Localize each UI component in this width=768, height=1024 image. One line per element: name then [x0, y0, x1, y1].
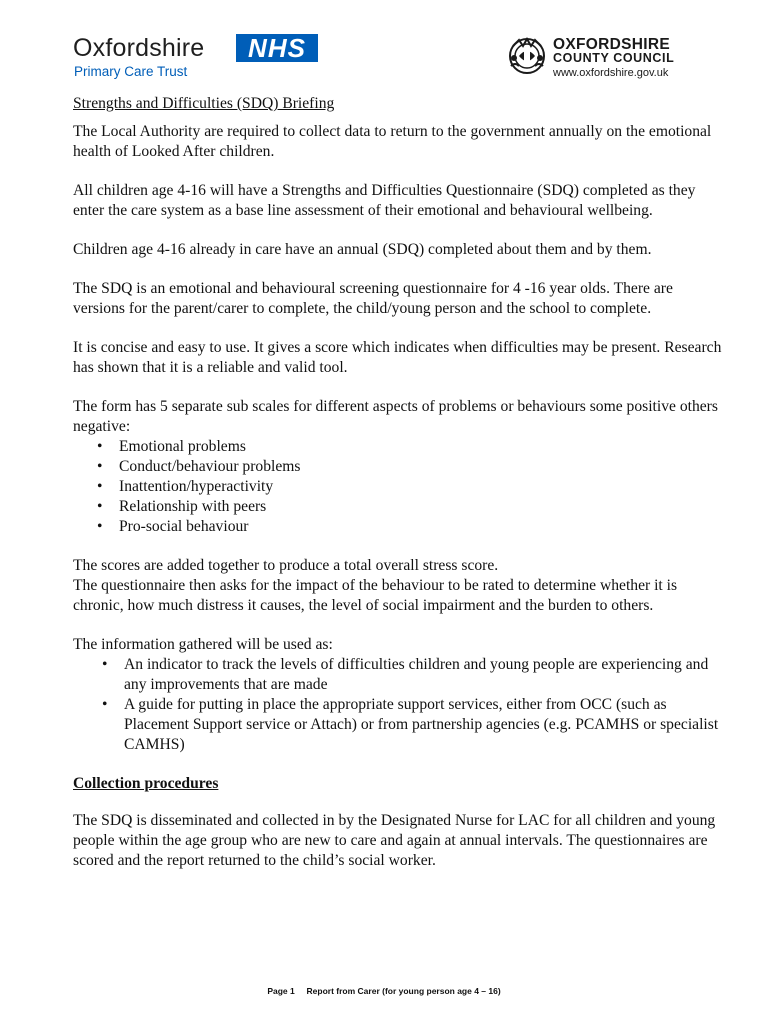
paragraph-scores: The scores are added together to produce a total overall stress score. — [73, 557, 499, 574]
page-footer — [0, 986, 768, 996]
council-name-line2: COUNTY COUNCIL — [553, 51, 675, 65]
paragraph-annual-sdq: Children age 4-16 already in care have an annual (SDQ) completed about them and by them. — [73, 241, 652, 258]
sub-scales-list — [73, 437, 723, 537]
paragraph-info-intro: The information gathered will be used as: — [73, 636, 333, 653]
info-uses-list — [73, 655, 723, 755]
list-item: • Inattention/hyperactivity — [73, 477, 723, 497]
paragraph-collection: The SDQ is disseminated and collected in by the Designated Nurse for LAC for all children and young people within the age group who are new to care and again at annual intervals. The questionnaires are scored and the report returned to the child’s social worker. — [73, 812, 716, 869]
footer-page-number: Page 1 — [267, 986, 295, 996]
paragraph-data-collection: The Local Authority are required to collect data to return to the government annually on the emotional health of Looked After children. — [73, 123, 712, 160]
paragraph-concise: It is concise and easy to use. It gives a score which indicates when difficulties may be present. Research has shown that it is a reliable and valid tool. — [73, 339, 722, 376]
list-item: • Pro-social behaviour — [73, 517, 723, 537]
oxfordshire-pct-logo — [73, 30, 333, 82]
logo-oxfordshire-text: Oxfordshire — [73, 34, 205, 62]
paragraph-new-to-care: All children age 4-16 will have a Strengths and Difficulties Questionnaire (SDQ) completed as they enter the care system as a base line assessment of their emotional and behavioural wellbeing. — [73, 182, 696, 219]
council-url: www.oxfordshire.gov.uk — [553, 67, 669, 79]
list-item: • Conduct/behaviour problems — [73, 457, 723, 477]
council-name-line1: OXFORDSHIRE — [553, 36, 670, 53]
county-crest-icon — [505, 36, 549, 76]
document-body — [73, 94, 723, 890]
paragraph-sdq-description: The SDQ is an emotional and behavioural screening questionnaire for 4 -16 year olds. There are versions for the parent/carer to complete, the child/young person and the school to complete. — [73, 280, 673, 317]
section-heading-collection: Collection procedures — [73, 775, 219, 792]
paragraph-sub-scales-intro: The form has 5 separate sub scales for different aspects of problems or behaviours some positive others negative: — [73, 398, 718, 435]
paragraph-impact: The questionnaire then asks for the impact of the behaviour to be rated to determine whether it is chronic, how much distress it causes, the level of social impairment and the burden to others. — [73, 577, 678, 614]
nhs-logo: NHS — [236, 34, 318, 62]
list-item: • Relationship with peers — [73, 497, 723, 517]
document-title: Strengths and Difficulties (SDQ) Briefing — [73, 95, 335, 112]
footer-text: Report from Carer (for young person age 4 – 16) — [306, 986, 501, 996]
list-item: • A guide for putting in place the appropriate support services, either from OCC (such as Placement Support service or Attach) or from partnership agencies (e.g. PCAMHS or specialist CAMHS) — [73, 695, 723, 755]
list-item: • An indicator to track the levels of difficulties children and young people are experiencing and any improvements that are made — [73, 655, 723, 695]
logo-subtitle: Primary Care Trust — [74, 64, 188, 79]
list-item: • Emotional problems — [73, 437, 723, 457]
oxfordshire-county-council-logo — [505, 36, 715, 86]
